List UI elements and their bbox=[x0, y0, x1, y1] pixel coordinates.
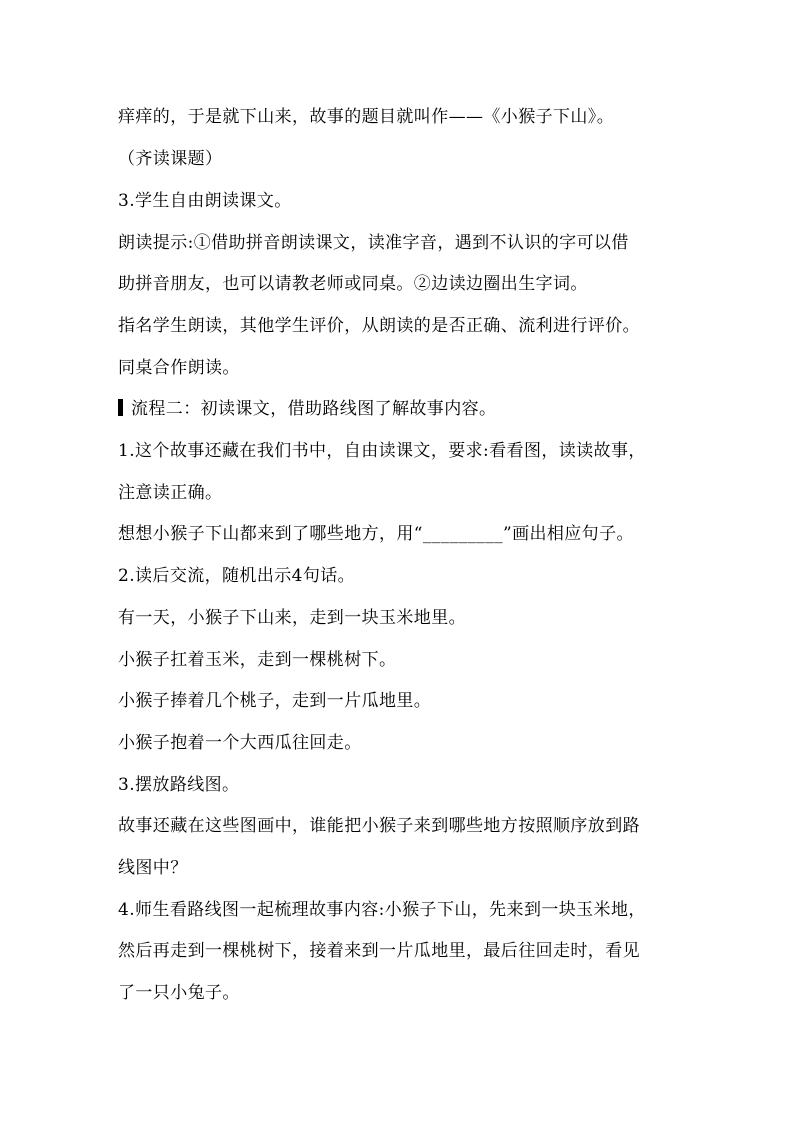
text-line: 1.这个故事还藏在我们书中，自由读课文，要求:看看图，读读故事， bbox=[118, 441, 646, 461]
section-heading-text: 流程二：初读课文，借助路线图了解故事内容。 bbox=[131, 399, 497, 419]
text-line: 了一只小兔子。 bbox=[118, 983, 240, 1003]
text-line: 线图中？ bbox=[118, 858, 188, 878]
heading-bar-marker bbox=[118, 399, 123, 416]
text-line: 想想小猴子下山都来到了哪些地方，用“_________”画出相应句子。 bbox=[118, 524, 634, 544]
text-line: 同桌合作朗读。 bbox=[118, 358, 240, 378]
text-line: 小猴子扛着玉米，走到一棵桃树下。 bbox=[118, 650, 397, 670]
text-line: 助拼音朋友，也可以请教老师或同桌。②边读边圈出生字词。 bbox=[118, 274, 588, 294]
text-line: 注意读正确。 bbox=[118, 483, 223, 503]
text-line: 痒痒的，于是就下山来，故事的题目就叫作——《小猴子下山》。 bbox=[118, 107, 615, 127]
text-line: 3.摆放路线图。 bbox=[118, 775, 240, 795]
text-line: 指名学生朗读，其他学生评价，从朗读的是否正确、流利进行评价。 bbox=[118, 316, 640, 336]
text-line: 4.师生看路线图一起梳理故事内容:小猴子下山，先来到一块玉米地， bbox=[118, 900, 646, 920]
text-line: 2.读后交流，随机出示4句话。 bbox=[118, 566, 356, 586]
text-line: 小猴子捧着几个桃子，走到一片瓜地里。 bbox=[118, 691, 432, 711]
section-heading bbox=[118, 398, 496, 420]
text-line: 朗读提示:①借助拼音朗读课文，读准字音，遇到不认识的字可以借 bbox=[118, 233, 629, 253]
text-line: 故事还藏在这些图画中，谁能把小猴子来到哪些地方按照顺序放到路 bbox=[118, 816, 640, 836]
text-line: 小猴子抱着一个大西瓜往回走。 bbox=[118, 733, 362, 753]
text-line: 有一天，小猴子下山来，走到一块玉米地里。 bbox=[118, 608, 466, 628]
text-line: 然后再走到一棵桃树下，接着来到一片瓜地里，最后往回走时，看见 bbox=[118, 941, 640, 961]
text-line: （齐读课题） bbox=[118, 149, 223, 169]
text-line: 3.学生自由朗读课文。 bbox=[118, 191, 292, 211]
